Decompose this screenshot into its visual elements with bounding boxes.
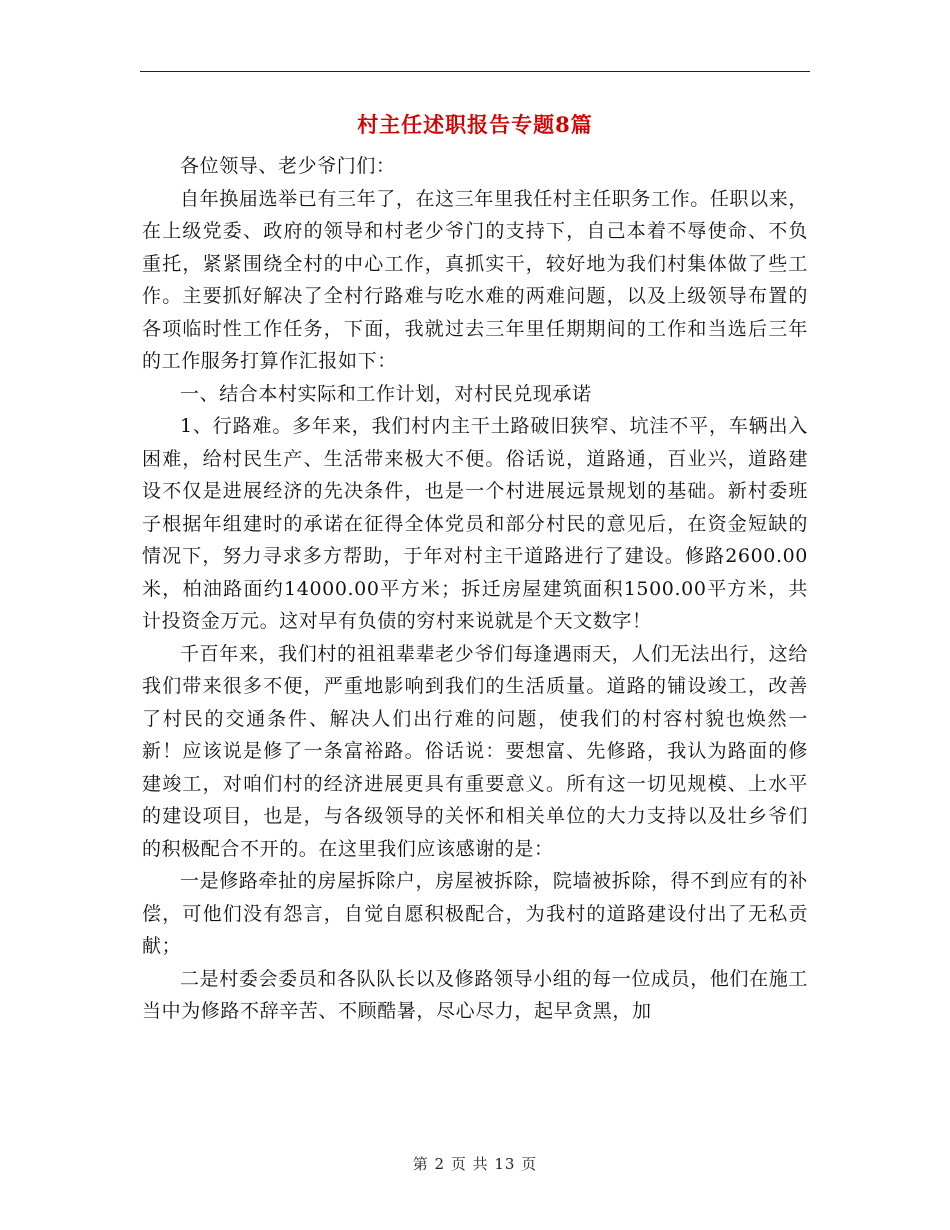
paragraph-thanks-one: 一是修路牵扯的房屋拆除户，房屋被拆除，院墙被拆除，得不到应有的补偿，可他们没有怨言，自觉自愿积极配合，为我村的道路建设付出了无私贡献； (142, 870, 808, 957)
paragraph-intro: 自年换届选举已有三年了，在这三年里我任村主任职务工作。任职以来，在上级党委、政府的领导和村老少爷门的支持下，自己本着不辱使命、不负重托，紧紧围绕全村的中心工作，真抓实干，较好地为我们村集体做了些工作。主要抓好解决了全村行路难与吃水难的两难问题，以及上级领导布置的各项临时性工作任务，下面，我就过去三年里任期期间的工作和当选后三年的工作服务打算作汇报如下： (142, 187, 808, 372)
page-number: 第 2 页 共 13 页 (412, 1155, 538, 1173)
paragraph-road-difficulty: 1、行路难。多年来，我们村内主干土路破旧狭窄、坑洼不平，车辆出入困难，给村民生产、生活带来极大不便。俗话说，道路通，百业兴，道路建设不仅是进展经济的先决条件，也是一个村进展远景规划的基础。新村委班子根据年组建时的承诺在征得全体党员和部分村民的意见后，在资金短缺的情况下，努力寻求多方帮助，于年对村主干道路进行了建设。修路2600.00米，柏油路面约14000.00平方米；拆迁房屋建筑面积1500.00平方米，共计投资金万元。这对早有负债的穷村来说就是个天文数字！ (142, 415, 808, 632)
paragraph-history: 千百年来，我们村的祖祖辈辈老少爷们每逢遇雨天，人们无法出行，这给我们带来很多不便，严重地影响到我们的生活质量。道路的铺设竣工，改善了村民的交通条件、解决人们出行难的问题，使我们的村容村貌也焕然一新！应该说是修了一条富裕路。俗话说：要想富、先修路，我认为路面的修建竣工，对咱们村的经济进展更具有重要意义。所有这一切见规模、上水平的建设项目，也是，与各级领导的关怀和相关单位的大力支持以及壮乡爷们的积极配合不开的。在这里我们应该感谢的是： (142, 642, 808, 860)
section-heading: 一、结合本村实际和工作计划，对村民兑现承诺 (180, 382, 592, 405)
document-body (142, 150, 808, 1028)
paragraph-salutation: 各位领导、老少爷门们： (180, 155, 396, 177)
header-rule (140, 71, 810, 72)
document-title: 村主任述职报告专题8篇 (357, 112, 593, 137)
paragraph-thanks-two: 二是村委会委员和各队队长以及修路领导小组的每一位成员，他们在施工当中为修路不辞辛苦、不顾酷暑，尽心尽力，起早贪黑，加 (142, 967, 808, 1022)
